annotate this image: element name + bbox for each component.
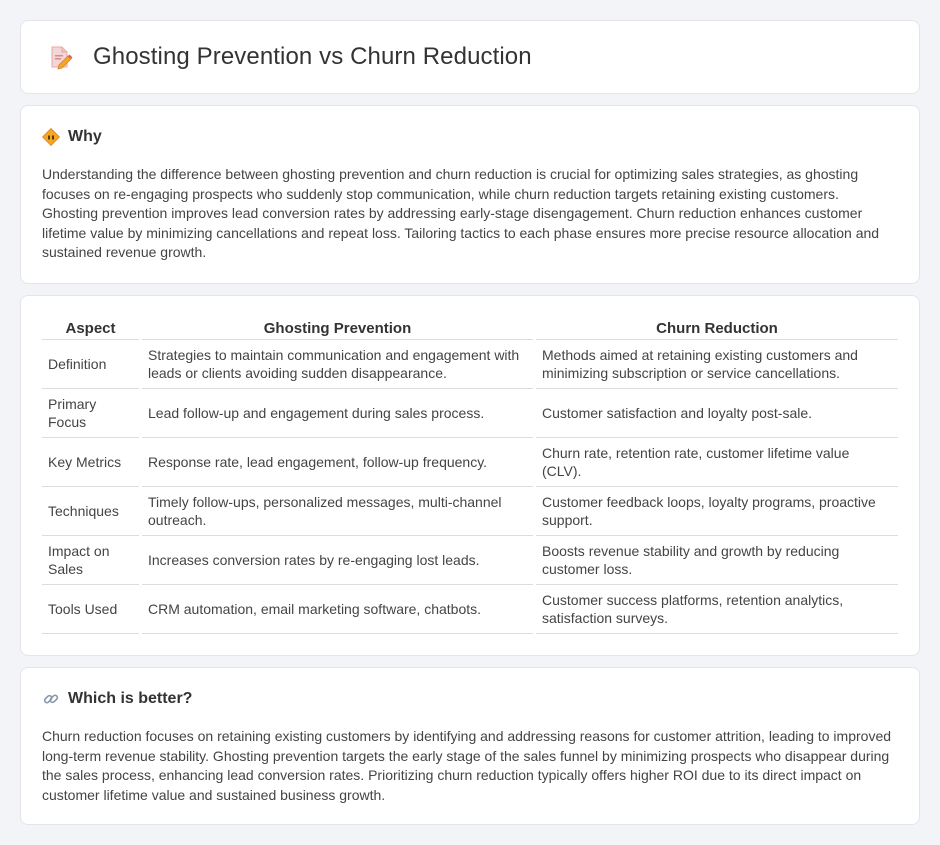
row-ghosting: Increases conversion rates by re-engaging lost leads. [142, 536, 533, 585]
row-ghosting: CRM automation, email marketing software, chatbots. [142, 585, 533, 634]
row-churn: Boosts revenue stability and growth by reducing customer loss. [536, 536, 898, 585]
row-ghosting: Lead follow-up and engagement during sales process. [142, 389, 533, 438]
better-heading-row [42, 690, 898, 708]
table-header-row [42, 316, 898, 340]
row-aspect: Definition [42, 340, 139, 389]
why-section [20, 105, 920, 284]
table-row [42, 536, 898, 585]
table-row [42, 487, 898, 536]
link-icon [42, 690, 60, 708]
page-title: Ghosting Prevention vs Churn Reduction [93, 43, 532, 70]
title-card [20, 20, 920, 94]
header-churn-reduction: Churn Reduction [536, 316, 898, 340]
diamond-sign-icon [42, 128, 60, 146]
row-churn: Customer feedback loops, loyalty programs, proactive support. [536, 487, 898, 536]
row-churn: Methods aimed at retaining existing customers and minimizing subscription or service cancellations. [536, 340, 898, 389]
table-row [42, 340, 898, 389]
table-row [42, 389, 898, 438]
row-aspect: Techniques [42, 487, 139, 536]
row-aspect: Key Metrics [42, 438, 139, 487]
table-row [42, 438, 898, 487]
row-churn: Churn rate, retention rate, customer lifetime value (CLV). [536, 438, 898, 487]
row-churn: Customer success platforms, retention analytics, satisfaction surveys. [536, 585, 898, 634]
header-aspect: Aspect [42, 316, 139, 340]
header-ghosting-prevention: Ghosting Prevention [142, 316, 533, 340]
which-is-better-section [20, 667, 920, 825]
row-aspect: Tools Used [42, 585, 139, 634]
row-churn: Customer satisfaction and loyalty post-sale. [536, 389, 898, 438]
better-text: Churn reduction focuses on retaining existing customers by identifying and addressing reasons for customer attrition, leading to improved long-term revenue stability. Ghosting prevention targets the early stage of the sales funnel by minimizing prospects who disappear during the sales process, enhancing lead conversion rates. Prioritizing churn reduction typically offers higher ROI due to its direct impact on customer lifetime value and sustained business growth. [42, 728, 892, 803]
pencil-document-icon [47, 44, 73, 70]
better-heading: Which is better? [68, 690, 193, 707]
row-ghosting: Response rate, lead engagement, follow-up frequency. [142, 438, 533, 487]
row-ghosting: Strategies to maintain communication and engagement with leads or clients avoiding sudden disappearance. [142, 340, 533, 389]
row-ghosting: Timely follow-ups, personalized messages, multi-channel outreach. [142, 487, 533, 536]
why-text: Understanding the difference between ghosting prevention and churn reduction is crucial for optimizing sales strategies, as ghosting focuses on re-engaging prospects who suddenly stop communication, while churn reduction targets retaining existing customers. Ghosting prevention improves lead conversion rates by addressing early-stage disengagement. Churn reduction enhances customer lifetime value by minimizing cancellations and repeat loss. Tailoring tactics to each phase ensures more precise resource allocation and sustained revenue growth. [42, 166, 880, 260]
row-aspect: Primary Focus [42, 389, 139, 438]
why-heading: Why [68, 128, 102, 145]
row-aspect: Impact on Sales [42, 536, 139, 585]
why-heading-row [42, 128, 898, 146]
comparison-table [39, 316, 901, 634]
table-row [42, 585, 898, 634]
comparison-table-card [20, 295, 920, 656]
